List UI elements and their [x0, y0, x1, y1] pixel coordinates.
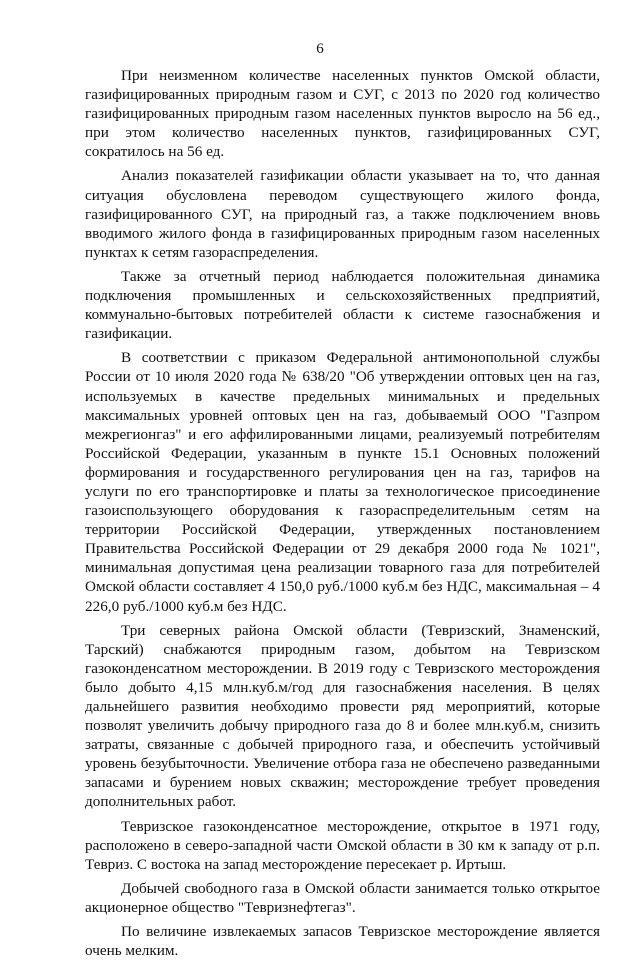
document-body — [85, 66, 600, 965]
page-number: 6 — [316, 41, 324, 57]
paragraph-gas-prices: В соответствии с приказом Федеральной антимонопольной службы России от 10 июля 2020 года № 638/20 "Об утверждении оптовых цен на газ, используемых в качестве предельных минимальных и предельных максимальных уровней оптовых цен на газ, добываемый ООО "Газпром межрегионгаз" и его аффилированными лицами, реализуемый потребителям Российской Федерации, указанным в пункте 15.1 Основных положений формирования и государственного регулирования цен на газ, тарифов на услуги по его транспортировке и платы за технологическое присоединение газоиспользующего оборудования к газораспределительным сетям на территории Российской Федерации, утвержденных постановлением Правительства Российской Федерации от 29 декабря 2000 года № 1021", минимальная допустимая цена реализации товарного газа для потребителей Омской области составляет 4 150,0 руб./1000 куб.м без НДС, максимальная – 4 226,0 руб./1000 куб.м без НДС. — [85, 349, 600, 615]
paragraph-gasified-settlements: При неизменном количестве населенных пунктов Омской области, газифицированных природным газом и СУГ, с 2013 по 2020 год количество газифицированных природным газом населенных пунктов выросло на 56 ед., при этом количество населенных пунктов, газифицированных СУГ, сократилось на 56 ед. — [85, 67, 600, 161]
paragraph-gas-producer: Добычей свободного газа в Омской области занимается только открытое акционерное общество "Тевризнефтегаз". — [85, 879, 600, 916]
paragraph-gasification-analysis: Анализ показателей газификации области указывает на то, что данная ситуация обусловлена переводом существующего жилого фонда, газифицированного СУГ, на природный газ, а также подключением вновь вводимого жилого фонда в газифицированных природным газом населенных пунктах к сетям газораспределения. — [85, 167, 600, 261]
paragraph-tevriz-field: Тевризское газоконденсатное месторождение, открытое в 1971 году, расположено в северо-западной части Омской области в 30 км к западу от р.п. Тевриз. С востока на запад месторождение пересекает р. Иртыш. — [85, 817, 600, 873]
paragraph-northern-districts: Три северных района Омской области (Тевризский, Знаменский, Тарский) снабжаются природным газом, добытом на Тевризском газоконденсатном месторождении. В 2019 году с Тевризского месторождения было добыто 4,15 млн.куб.м/год для газоснабжения населения. В целях дальнейшего развития необходимо провести ряд мероприятий, которые позволят увеличить добычу природного газа до 8 и более млн.куб.м, снизить затраты, связанные с добычей природного газа, и обеспечить устойчивый уровень безубыточности. Увеличение отбора газа не обеспечено разведанными запасами и бурением новых скважин; месторождение требует проведения дополнительных работ. — [85, 621, 600, 811]
paragraph-connection-dynamics: Также за отчетный период наблюдается положительная динамика подключения промышленных и сельскохозяйственных предприятий, коммунально-бытовых потребителей области к системе газоснабжения и газификации. — [85, 267, 600, 343]
paragraph-reserves: По величине извлекаемых запасов Тевризское месторождение является очень мелким. — [85, 923, 600, 960]
